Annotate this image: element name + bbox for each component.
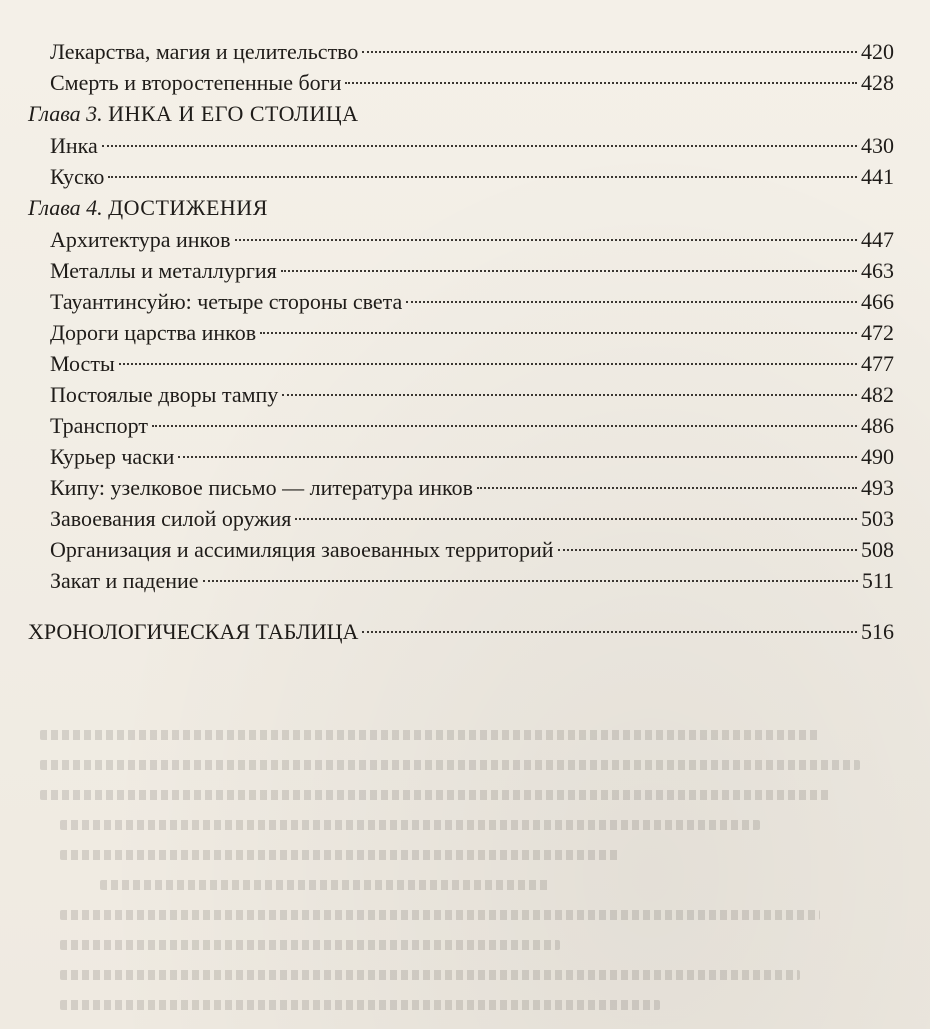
toc-entry — [28, 36, 894, 67]
toc-entry — [28, 255, 894, 286]
toc-entry-title: Мосты — [50, 351, 115, 376]
toc-entry-title: Металлы и металлургия — [50, 258, 277, 283]
toc-page-number: 472 — [861, 320, 894, 345]
toc-entry — [28, 317, 894, 348]
toc-page-number: 463 — [861, 258, 894, 283]
toc-page-number: 428 — [861, 70, 894, 95]
toc-entry — [28, 410, 894, 441]
dot-leader — [477, 487, 857, 489]
toc-entry-title: Курьер часки — [50, 444, 175, 469]
dot-leader — [345, 82, 857, 84]
toc-entry — [28, 130, 894, 161]
dot-leader — [178, 456, 857, 458]
toc-entry-title: Организация и ассимиляция завоеванных территорий — [50, 537, 554, 562]
toc-page-number: 441 — [861, 164, 894, 189]
toc-page-number: 503 — [861, 506, 894, 531]
toc-entry-title: ХРОНОЛОГИЧЕСКАЯ ТАБЛИЦА — [28, 619, 359, 644]
toc-entry — [28, 224, 894, 255]
toc-page-number: 430 — [861, 133, 894, 158]
dot-leader — [235, 239, 857, 241]
section-gap — [28, 596, 894, 616]
toc-page-number: 516 — [861, 619, 894, 644]
toc-entry-title: Архитектура инков — [50, 227, 231, 252]
toc-page-number: 420 — [861, 39, 894, 64]
toc-entry-title: Лекарства, магия и целительство — [50, 39, 359, 64]
toc-chapter-heading — [28, 98, 894, 130]
table-of-contents — [28, 36, 894, 647]
toc-page-number: 447 — [861, 227, 894, 252]
toc-page-number: 490 — [861, 444, 894, 469]
toc-entry — [28, 616, 894, 647]
chapter-label: Глава 4. — [28, 195, 103, 220]
toc-entry — [28, 67, 894, 98]
chapter-title: ДОСТИЖЕНИЯ — [108, 195, 268, 220]
toc-page-number: 466 — [861, 289, 894, 314]
dot-leader — [102, 145, 857, 147]
toc-page-number: 482 — [861, 382, 894, 407]
toc-entry — [28, 286, 894, 317]
show-through-text — [0, 690, 930, 1029]
toc-entry — [28, 534, 894, 565]
toc-entry-title: Тауантинсуйю: четыре стороны света — [50, 289, 403, 314]
chapter-title: ИНКА И ЕГО СТОЛИЦА — [108, 101, 359, 126]
dot-leader — [152, 425, 857, 427]
dot-leader — [406, 301, 857, 303]
toc-entry — [28, 348, 894, 379]
toc-page-number: 508 — [861, 537, 894, 562]
toc-entry — [28, 503, 894, 534]
toc-entry-title: Инка — [50, 133, 98, 158]
toc-entry-title: Куско — [50, 164, 105, 189]
dot-leader — [281, 270, 857, 272]
dot-leader — [362, 631, 857, 633]
toc-entry-title: Смерть и второстепенные боги — [50, 70, 342, 95]
toc-page-number: 493 — [861, 475, 894, 500]
toc-entry-title: Дороги царства инков — [50, 320, 257, 345]
toc-entry — [28, 379, 894, 410]
dot-leader — [558, 549, 857, 551]
chapter-label: Глава 3. — [28, 101, 103, 126]
toc-entry-title: Кипу: узелковое письмо — литература инков — [50, 475, 474, 500]
toc-entry-title: Завоевания силой оружия — [50, 506, 292, 531]
toc-page-number: 486 — [861, 413, 894, 438]
toc-entry — [28, 441, 894, 472]
toc-page-number: 477 — [861, 351, 894, 376]
toc-entry — [28, 472, 894, 503]
dot-leader — [295, 518, 857, 520]
toc-entry-title: Закат и падение — [50, 568, 199, 593]
dot-leader — [362, 51, 857, 53]
toc-entry — [28, 565, 894, 596]
dot-leader — [119, 363, 857, 365]
toc-entry — [28, 161, 894, 192]
dot-leader — [108, 176, 857, 178]
dot-leader — [203, 580, 858, 582]
toc-entry-title: Постоялые дворы тампу — [50, 382, 279, 407]
toc-chapter-heading — [28, 192, 894, 224]
dot-leader — [282, 394, 857, 396]
toc-page-number: 511 — [861, 568, 894, 593]
dot-leader — [260, 332, 857, 334]
toc-entry-title: Транспорт — [50, 413, 149, 438]
